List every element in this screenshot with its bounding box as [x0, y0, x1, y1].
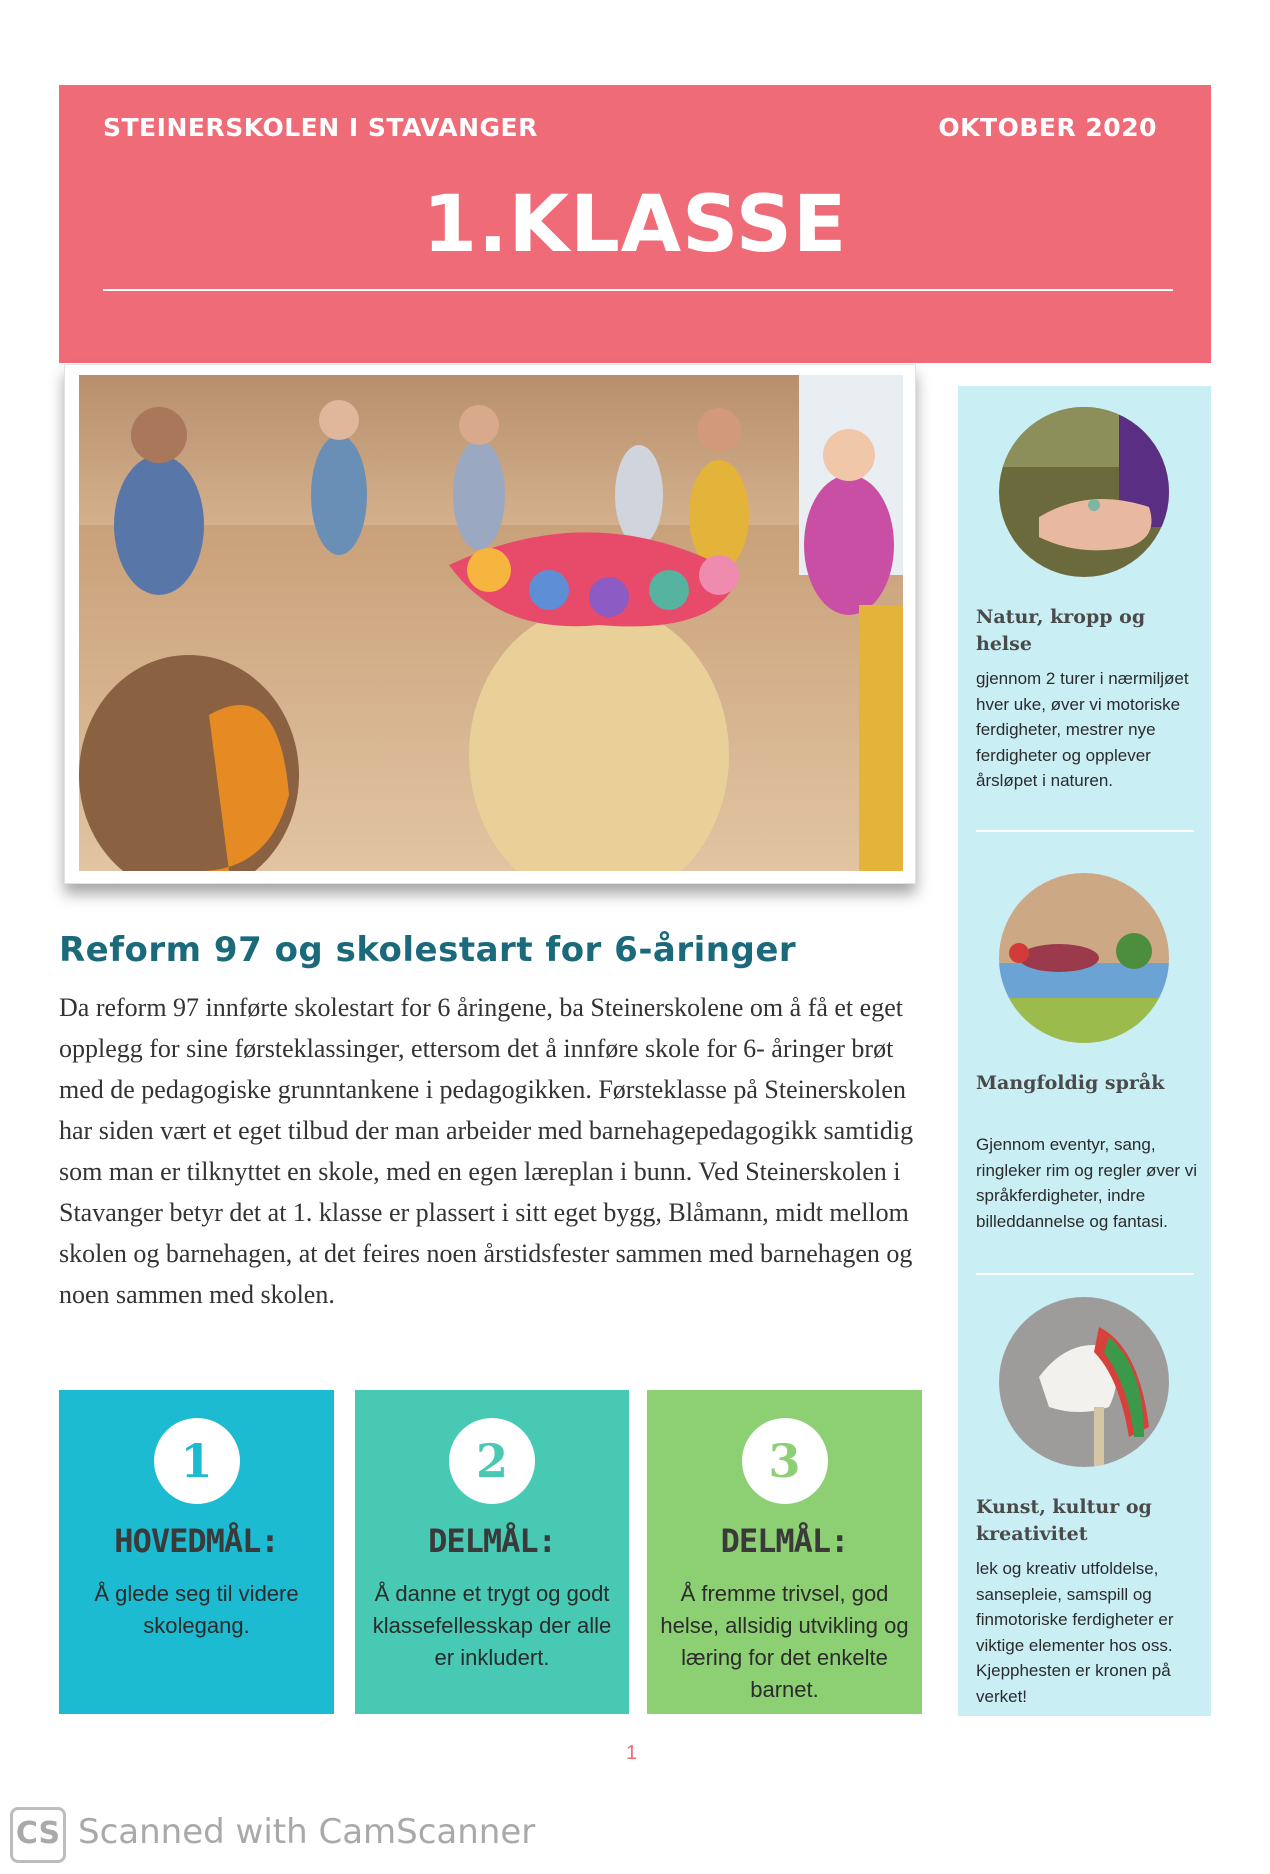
sidebar [958, 386, 1211, 1716]
goal-number-2: 2 [449, 1418, 535, 1504]
goal-text-2: Å danne et trygt og godt klassefellesskap der alle er inkludert. [372, 1581, 612, 1670]
goal-title-2: DELMÅL: [428, 1522, 556, 1560]
sidebar-title-nature: Natur, kropp og helse [976, 606, 1146, 655]
main-photo [79, 375, 903, 871]
sidebar-divider [976, 1273, 1194, 1275]
language-photo [999, 873, 1169, 1043]
header-banner [59, 85, 1211, 363]
hand-holding-stone-photo [999, 407, 1169, 577]
page-number: 1 [626, 1742, 638, 1764]
article-body: Da reform 97 innførte skolestart for 6 åringene, ba Steinerskolene om å få et eget opplegg for sine førsteklassinger, ettersom det å innføre skole for 6- åringer brøt med de pedagogiske grunntankene i pedagogikken. Førsteklasse på Steinerskolen har siden vært et eget tilbud der man arbeider med barnehagepedagogikk samtidig som man er tilknyttet en skole, med en egen læreplan i bunn. Ved Steinerskolen i Stavanger betyr det at 1. klasse er plassert i sitt eget bygg, Blåmann, midt mellom skolen og barnehagen, at det feires noen årstidsfester sammen med barnehagen og noen sammen med skolen. [59, 993, 914, 1309]
goal-number-3: 3 [742, 1418, 828, 1504]
sidebar-text-art: lek og kreativ utfoldelse, sansepleie, samspill og finmotoriske ferdigheter er viktige elementer hos oss. Kjepphesten er kronen på verket! [976, 1559, 1174, 1706]
camscanner-logo-icon: CS [10, 1807, 66, 1863]
goal-text-1: Å glede seg til videre skolegang. [94, 1581, 299, 1638]
sidebar-title-language: Mangfoldig språk [976, 1072, 1165, 1094]
page-title: 1.KLASSE [422, 180, 848, 270]
sidebar-title-art: Kunst, kultur og kreativitet [976, 1496, 1152, 1545]
nature-photo [999, 407, 1169, 577]
goal-title-1: HOVEDMÅL: [114, 1522, 279, 1560]
main-photo-frame [64, 364, 916, 884]
goal-box-3 [647, 1390, 922, 1714]
school-name: STEINERSKOLEN I STAVANGER [103, 113, 538, 142]
sidebar-text-nature: gjennom 2 turer i nærmiljøet hver uke, øver vi motoriske ferdigheter, mestrer nye ferdigheter og opplever årsløpet i naturen. [976, 669, 1189, 790]
seasonal-table-photo [999, 873, 1169, 1043]
goal-text-3: Å fremme trivsel, god helse, allsidig utvikling og læring for det enkelte barnet. [660, 1581, 909, 1702]
article-heading: Reform 97 og skolestart for 6-åringer [59, 930, 797, 970]
header-divider [103, 289, 1173, 291]
goal-title-3: DELMÅL: [720, 1522, 849, 1560]
goal-box-2 [355, 1390, 629, 1714]
goal-number-1: 1 [154, 1418, 240, 1504]
children-dancing-photo [79, 375, 903, 871]
art-photo [999, 1297, 1169, 1467]
sidebar-text-language: Gjennom eventyr, sang, ringleker rim og regler øver vi språkferdigheter, indre billeddannelse og fantasi. [976, 1135, 1198, 1231]
camscanner-watermark: Scanned with CamScanner [78, 1812, 536, 1852]
hobby-horse-photo [999, 1297, 1169, 1467]
sidebar-divider [976, 830, 1194, 832]
issue-date: OKTOBER 2020 [938, 113, 1157, 142]
goal-box-1 [59, 1390, 334, 1714]
